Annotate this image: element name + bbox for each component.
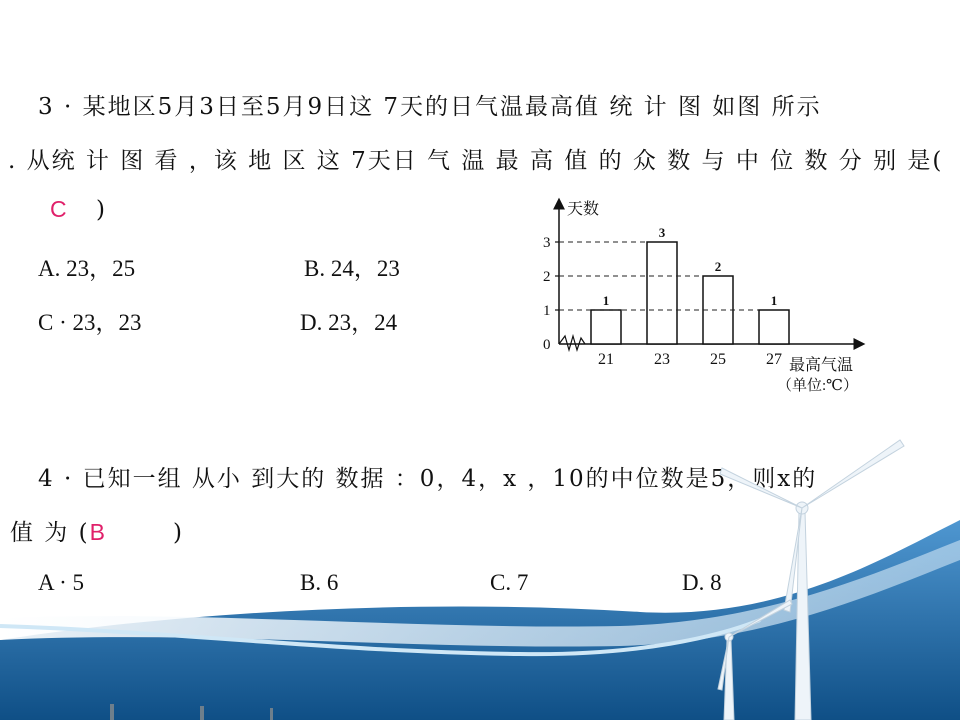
q4-option-c: C. 7 — [490, 570, 529, 595]
bar-data-label: 1 — [602, 293, 610, 308]
y-tick-label: 0 — [543, 337, 551, 353]
y-axis-label: 天数 — [567, 201, 600, 218]
q3-close-paren: ) — [95, 197, 107, 223]
x-axis-unit: （单位:℃） — [777, 378, 858, 394]
y-tick-label: 1 — [543, 303, 551, 319]
q3-option-c: C · 23，23 — [38, 310, 142, 335]
x-axis-label: 最高气温 — [789, 357, 854, 374]
q4-answer: B — [89, 519, 107, 545]
q4-line-2-prefix: 值 为 ( — [10, 520, 90, 546]
q4-option-a: A · 5 — [38, 570, 84, 595]
x-tick-label: 23 — [654, 351, 670, 368]
y-tick-label: 3 — [543, 235, 551, 251]
bar-data-label: 3 — [658, 225, 666, 240]
bar-data-label: 2 — [714, 259, 722, 274]
q4-option-b: B. 6 — [300, 570, 339, 595]
y-tick-label: 2 — [543, 269, 551, 285]
q3-option-a: A. 23，25 — [38, 256, 136, 281]
q4-close-paren: ) — [172, 520, 184, 546]
x-tick-label: 27 — [766, 351, 782, 368]
x-tick-label: 21 — [598, 351, 614, 368]
q4-option-d: D. 8 — [682, 570, 722, 595]
q3-line-2: . 从统 计 图 看 ，该 地 区 这 7天日 气 温 最 高 值 的 众 数 与 中 位 数 分 别 是( — [8, 148, 944, 174]
q3-option-b: B. 24，23 — [304, 256, 400, 281]
q4-line-1: 4 · 已知一组 从小 到大的 数据 ：0，4，x ，10的中位数是5，则x的 — [38, 466, 818, 492]
q3-answer: C — [50, 196, 69, 222]
q3-line-1: 3 · 某地区5月3日至5月9日这 7天的日气温最高值 统 计 图 如图 所示 — [38, 94, 822, 120]
x-tick-label: 25 — [710, 351, 726, 368]
q3-option-d: D. 23，24 — [300, 310, 398, 335]
bar-data-label: 1 — [770, 293, 778, 308]
